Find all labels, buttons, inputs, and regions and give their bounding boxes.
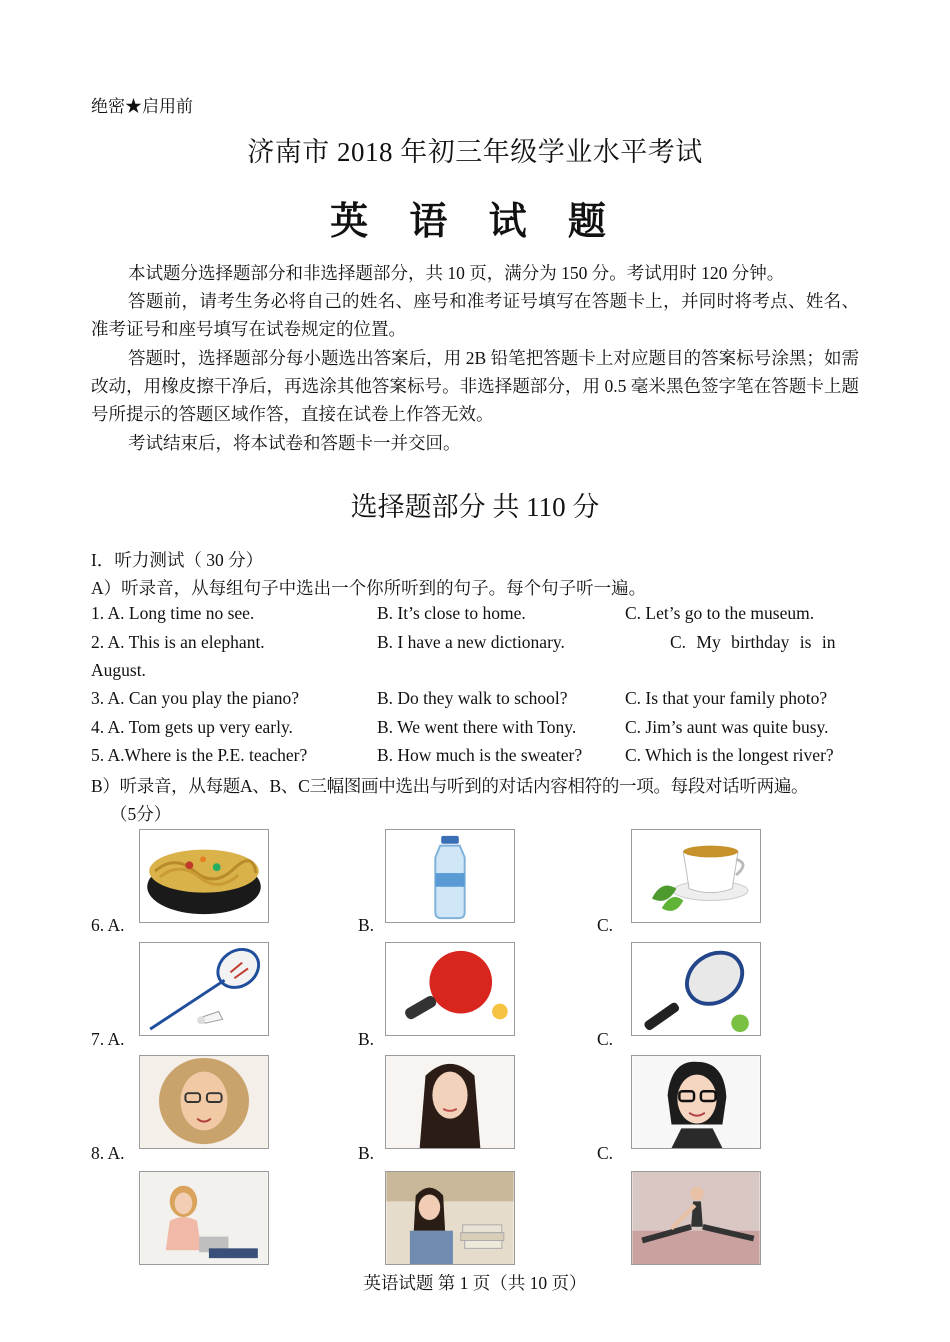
q6-label-a: 6. A. xyxy=(91,915,125,935)
q8-label-b: B. xyxy=(358,1143,375,1163)
long-hair-icon xyxy=(385,1055,515,1149)
exam-title: 济南市 2018 年初三年级学业水平考试 xyxy=(247,137,703,167)
girl-books-icon xyxy=(385,1171,515,1265)
instruction-paragraph: 答题前，请考生务必将自己的姓名、座号和准考证号填写在答题卡上，并同时将考点、姓名、准考证号和座号填写在试卷规定的位置。 xyxy=(91,291,859,339)
q6-label-b: B. xyxy=(358,915,375,935)
q4-option-a: 4. A. Tom gets up very early. xyxy=(91,717,293,737)
secret-label: 绝密★启用前 xyxy=(91,97,193,116)
curly-hair-glasses-icon xyxy=(139,1055,269,1149)
section-title: 选择题部分 共 110 分 xyxy=(350,492,600,522)
ping-pong-icon xyxy=(385,942,515,1036)
q4-option-c: C. Jim’s aunt was quite busy. xyxy=(625,717,829,737)
instruction-paragraph: 答题时，选择题部分每小题选出答案后，用 2B 铅笔把答题卡上对应题目的答案标号涂黑；如需改动，用橡皮擦干净后，再选涂其他答案标号。非选择题部分，用 0.5 毫米黑色签字笔在答题卡上题号所提示的答题区域作答，直接在试卷上作答无效。 xyxy=(91,348,859,424)
part-title: I．听力测试（ 30 分） xyxy=(91,550,264,570)
q3-option-c: C. Is that your family photo? xyxy=(625,688,828,708)
tea-cup-icon xyxy=(631,829,761,923)
sub-b-points: （5分） xyxy=(110,804,172,824)
water-bottle-icon xyxy=(385,829,515,923)
q2-option-c-continued: August. xyxy=(91,660,146,680)
q7-label-b: B. xyxy=(358,1029,375,1049)
q6-label-c: C. xyxy=(597,915,614,935)
q3-option-b: B. Do they walk to school? xyxy=(377,688,568,708)
q4-option-b: B. We went there with Tony. xyxy=(377,717,577,737)
q5-option-b: B. How much is the sweater? xyxy=(377,745,583,765)
noodles-icon xyxy=(139,829,269,923)
q5-option-c: C. Which is the longest river? xyxy=(625,745,834,765)
q8-label-c: C. xyxy=(597,1143,614,1163)
woman-laptop-icon xyxy=(139,1171,269,1265)
q2-option-b: B. I have a new dictionary. xyxy=(377,632,565,652)
stretching-icon xyxy=(631,1171,761,1265)
sub-b-instruction: B）听录音，从每题A、B、C三幅图画中选出与听到的对话内容相符的一项。每段对话听两遍。 xyxy=(91,776,809,796)
q3-option-a: 3. A. Can you play the piano? xyxy=(91,688,300,708)
tennis-icon xyxy=(631,942,761,1036)
q2-option-c: C. My birthday is in xyxy=(670,632,836,652)
sub-a-instruction: A）听录音，从每组句子中选出一个你所听到的句子。每个句子听一遍。 xyxy=(91,578,647,598)
badminton-icon xyxy=(139,942,269,1036)
q2-option-a: 2. A. This is an elephant. xyxy=(91,632,265,652)
q1-option-a: 1. A. Long time no see. xyxy=(91,603,255,623)
q7-label-a: 7. A. xyxy=(91,1029,125,1049)
short-hair-glasses-icon xyxy=(631,1055,761,1149)
q5-option-a: 5. A.Where is the P.E. teacher? xyxy=(91,745,308,765)
subject-title: 英 语 试 题 xyxy=(330,199,620,243)
instruction-paragraph: 考试结束后，将本试卷和答题卡一并交回。 xyxy=(128,433,461,453)
q7-label-c: C. xyxy=(597,1029,614,1049)
q1-option-c: C. Let’s go to the museum. xyxy=(625,603,815,623)
q8-label-a: 8. A. xyxy=(91,1143,125,1163)
page-footer: 英语试题 第 1 页（共 10 页） xyxy=(363,1273,587,1293)
q1-option-b: B. It’s close to home. xyxy=(377,603,526,623)
instruction-paragraph: 本试题分选择题部分和非选择题部分，共 10 页，满分为 150 分。考试用时 120 分钟。 xyxy=(128,263,785,283)
